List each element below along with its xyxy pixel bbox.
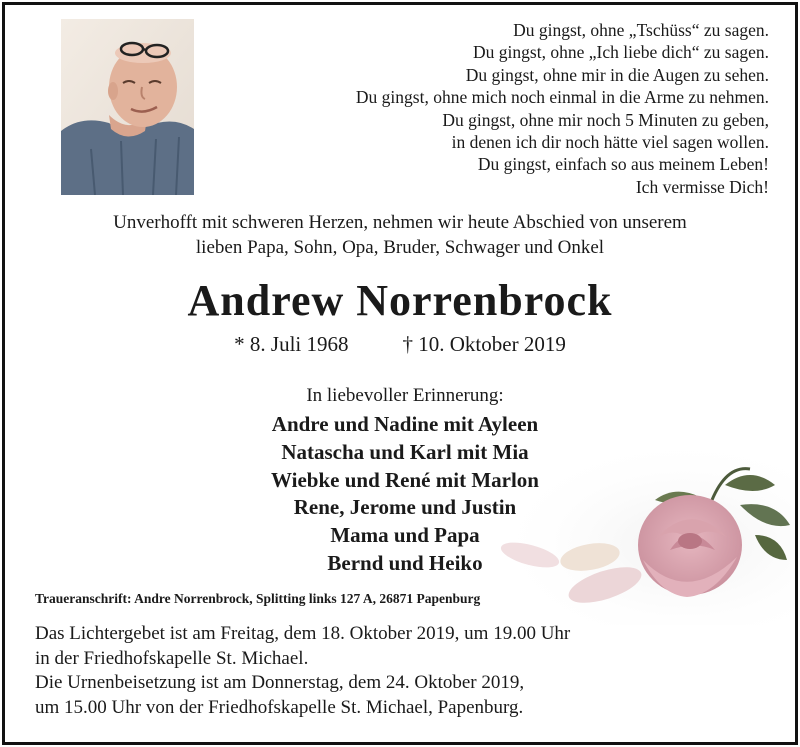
poem-line: Du gingst, einfach so aus meinem Leben! [477,154,769,175]
poem-line: Du gingst, ohne mich noch einmal in die Arme zu nehmen. [355,87,769,108]
life-dates [5,332,795,357]
portrait-photo [61,19,194,195]
poem-line: Du gingst, ohne mir noch 5 Minuten zu geben, [442,109,769,130]
family-member: Mama und Papa [330,523,480,548]
mourning-address: Traueranschrift: Andre Norrenbrock, Splitting links 127 A, 26871 Papenburg [35,591,481,606]
family-member: Rene, Jerome und Justin [293,495,517,520]
family-member: Wiebke und René mit Marlon [271,467,539,492]
memory-lead: In liebevoller Erinnerung: [306,385,504,406]
service-line: Die Urnenbeisetzung ist am Donnerstag, dem 24. Oktober 2019, [35,672,525,693]
obituary-notice [2,2,798,745]
service-line: in der Friedhofskapelle St. Michael. [35,647,309,669]
intro-line: Unverhofft mit schweren Herzen, nehmen wir heute Abschied von unserem [113,212,687,233]
service-line: um 15.00 Uhr von der Friedhofskapelle St. Michael, Papenburg. [35,696,524,718]
portrait-illustration [61,19,194,195]
service-line: Das Lichtergebet ist am Freitag, dem 18. Oktober 2019, um 19.00 Uhr [35,623,571,644]
family-member: Natascha und Karl mit Mia [281,439,529,464]
service-info [35,622,570,720]
poem-line: Du gingst, ohne „Ich liebe dich“ zu sagen. [473,42,769,63]
family-member: Andre und Nadine mit Ayleen [271,412,539,436]
death-date: † 10. Oktober 2019 [402,332,566,356]
family-member: Bernd und Heiko [327,550,483,575]
deceased-name: Andrew Norrenbrock [187,276,613,325]
poem-line: Ich vermisse Dich! [635,176,769,197]
intro-text [5,210,795,260]
poem-line: Du gingst, ohne „Tschüss“ zu sagen. [513,20,769,40]
family-section [5,383,798,578]
poem-line: Du gingst, ohne mir in die Augen zu sehen. [465,64,769,85]
birth-date: * 8. Juli 1968 [234,332,349,356]
poem [209,19,769,198]
intro-line: lieben Papa, Sohn, Opa, Bruder, Schwager und Onkel [195,237,605,258]
poem-line: in denen ich dir noch hätte viel sagen wollen. [451,132,769,153]
